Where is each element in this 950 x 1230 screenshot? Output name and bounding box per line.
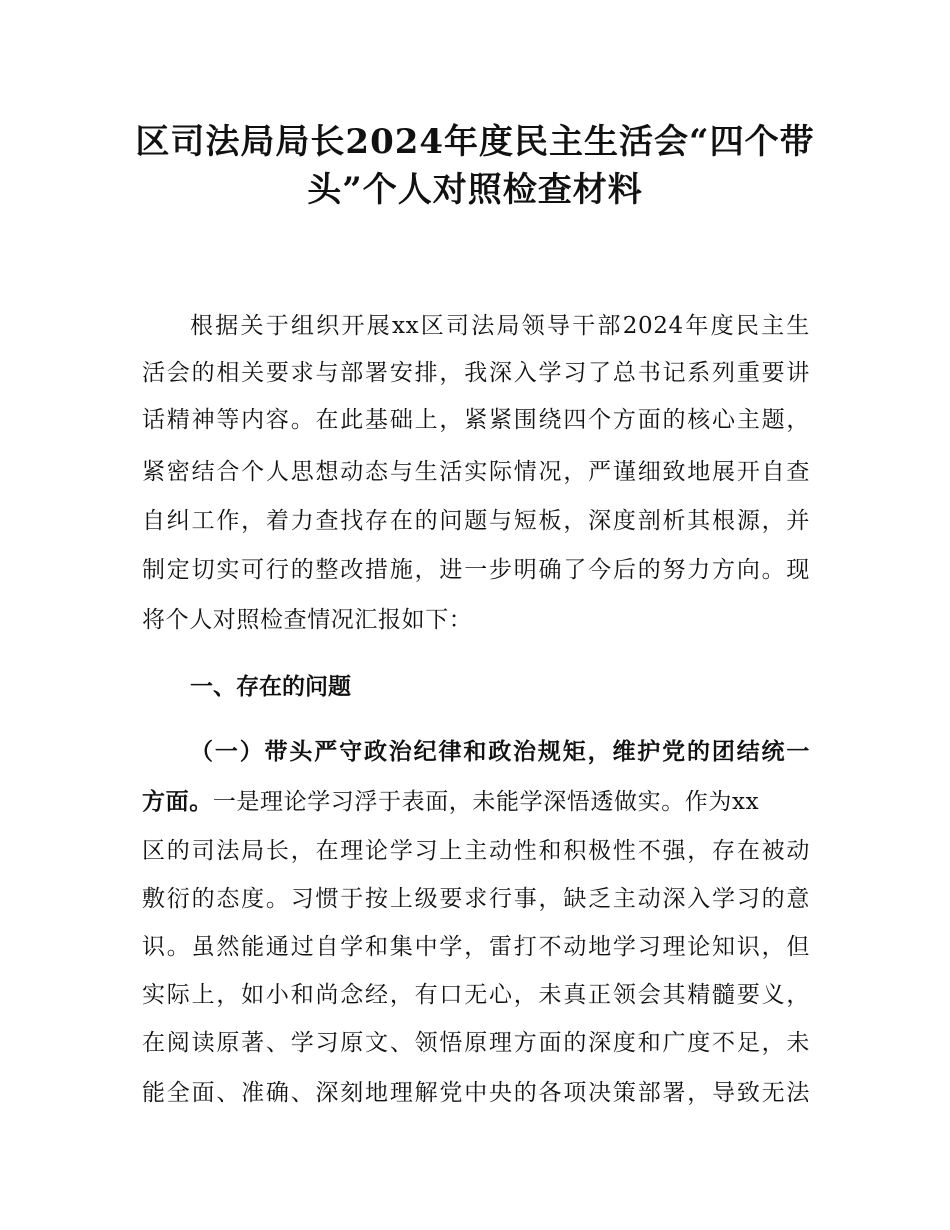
document-title-line-2: 头”个人对照检查材料 (307, 170, 643, 210)
subsection-heading-line-2 (142, 785, 810, 819)
subsection-body-start: 一是理论学习浮于表面，未能学深悟透做实。作为xx (212, 789, 760, 815)
body-line-5: 在阅读原著、学习原文、领悟原理方面的深度和广度不足，未 (142, 1030, 810, 1056)
body-line-2: 敷衍的态度。习惯于按上级要求行事，缺乏主动深入学习的意 (142, 886, 810, 912)
intro-line-3: 话精神等内容。在此基础上，紧紧围绕四个方面的核心主题， (142, 407, 810, 433)
body-line-4: 实际上，如小和尚念经，有口无心，未真正领会其精髓要义， (142, 982, 810, 1008)
document-title-line-1: 区司法局局长2024年度民主生活会“四个带 (135, 122, 815, 162)
subsection-heading-line-1: （一）带头严守政治纪律和政治规矩，维护党的团结统一 (190, 738, 810, 765)
subsection-heading-end: 方面。 (142, 788, 213, 815)
intro-line-5: 自纠工作，着力查找存在的问题与短板，深度剖析其根源，并 (142, 508, 810, 534)
intro-line-4: 紧密结合个人思想动态与生活实际情况，严谨细致地展开自查 (142, 459, 810, 485)
intro-line-7: 将个人对照检查情况汇报如下： (142, 607, 473, 633)
section-heading: 一、存在的问题 (190, 673, 351, 700)
intro-line-2: 活会的相关要求与部署安排，我深入学习了总书记系列重要讲 (142, 360, 810, 386)
intro-line-1: 根据关于组织开展xx区司法局领导干部2024年度民主生 (190, 313, 810, 339)
body-line-1: 区的司法局长，在理论学习上主动性和积极性不强，存在被动 (142, 838, 810, 864)
body-line-3: 识。虽然能通过自学和集中学，雷打不动地学习理论知识，但 (142, 934, 810, 960)
body-line-6: 能全面、准确、深刻地理解党中央的各项决策部署，导致无法 (142, 1080, 810, 1106)
intro-line-6: 制定切实可行的整改措施，进一步明确了今后的努力方向。现 (142, 557, 810, 583)
